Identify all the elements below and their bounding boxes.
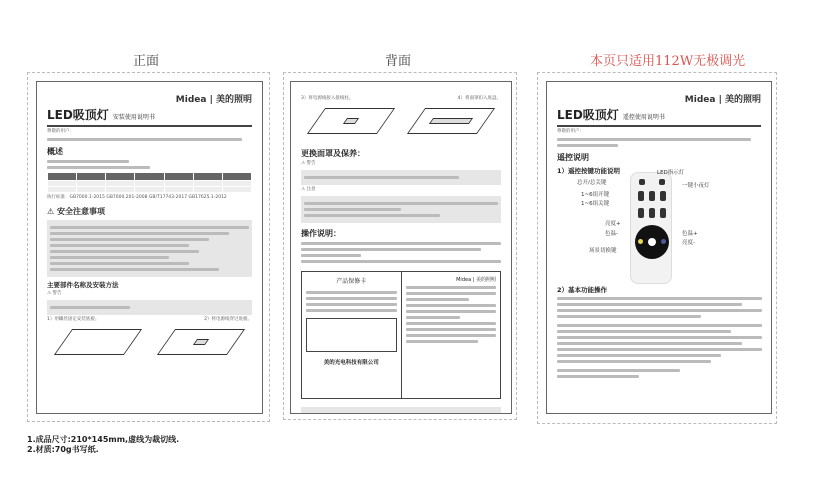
- subtitle: 安装使用说明书: [112, 114, 155, 121]
- brand-logo: Midea | 美的照明: [175, 95, 252, 105]
- label-bright-up: 亮度+: [605, 221, 621, 227]
- label-led: LED指示灯: [657, 170, 685, 176]
- overview-heading: 概述: [47, 147, 63, 156]
- caution-label: ⚠ 注意: [301, 187, 316, 192]
- front-panel: [27, 72, 270, 422]
- install-figures: [301, 108, 501, 134]
- step3: 3）将电源线接入接线柱。: [301, 96, 354, 101]
- warning-label: ⚠ 警告: [301, 161, 316, 166]
- safety-text: 安全注意事项: [56, 207, 105, 216]
- front-title: 正面: [133, 54, 160, 69]
- manual-title: [47, 106, 252, 127]
- label-bright-down: 亮度-: [682, 240, 695, 246]
- safety-box: [47, 220, 252, 277]
- safety-heading: ⚠ 安全注意事项: [47, 207, 105, 216]
- remote-heading: 遥控说明: [557, 153, 589, 162]
- parts-heading: 主要部件名称及安装方法: [47, 281, 119, 289]
- back-title: 背面: [385, 54, 412, 69]
- back-panel: [283, 72, 517, 420]
- remote-page-title: 本页只适用112W无极调光: [590, 54, 746, 69]
- step4: 4）将面罩扣入底盘。: [457, 96, 501, 101]
- label-off: 1~6组关键: [581, 201, 610, 207]
- remote-illustration: [630, 172, 672, 284]
- footer-note: 2.材质:70g书写纸.: [27, 445, 99, 454]
- standards: 执行标准：GB7000.1-2015 GB7000.201-2008 GB/T17743-2017 GB17625.1-2012: [47, 195, 227, 200]
- label-scene: 场景切换键: [589, 248, 617, 254]
- caution-text: 注意: [306, 187, 316, 192]
- remote-panel: [537, 72, 777, 424]
- step1: 1）用螺丝固定安装底板。: [47, 317, 100, 322]
- buttons-subheading: 1）遥控按键功能说明: [557, 167, 621, 175]
- label-night: 一键小夜灯: [682, 183, 710, 189]
- label-color-plus: 色温+: [682, 231, 698, 237]
- label-color-minus: 色温-: [605, 231, 618, 237]
- warranty-title: 产品保修卡: [336, 278, 367, 285]
- warning-text: 警告: [52, 291, 62, 296]
- label-on: 1~6组开键: [581, 192, 610, 198]
- brand-logo: Midea | 美的照明: [684, 95, 761, 105]
- subtitle: 遥控使用说明书: [622, 114, 665, 121]
- warranty-card: [301, 271, 501, 399]
- footer-notes: [27, 435, 179, 455]
- title-text: LED吸顶灯: [47, 108, 109, 122]
- greeting: 尊敬的用户：: [557, 129, 584, 134]
- spec-table: [47, 172, 252, 193]
- greeting: 尊敬的用户：: [47, 129, 74, 134]
- step2: 2）将电源线穿过底板。: [204, 317, 252, 322]
- install-figures: [47, 329, 252, 355]
- footer-note: 1.成品尺寸:210*145mm,虚线为裁切线.: [27, 435, 180, 444]
- warning-label: ⚠ 警告: [47, 291, 62, 296]
- warning-text: 警告: [306, 161, 316, 166]
- brand-logo: Midea | 美的照明: [456, 277, 496, 283]
- maintenance-heading: 更换面罩及保养：: [301, 149, 365, 158]
- operation-heading: 操作说明：: [301, 229, 341, 238]
- title-text: LED吸顶灯: [557, 108, 619, 122]
- company-name: 美的光电科技有限公司: [323, 360, 379, 366]
- basic-ops-subheading: 2）基本功能操作: [557, 286, 608, 294]
- manual-title: [557, 106, 761, 127]
- label-power: 总开/总关键: [577, 180, 607, 186]
